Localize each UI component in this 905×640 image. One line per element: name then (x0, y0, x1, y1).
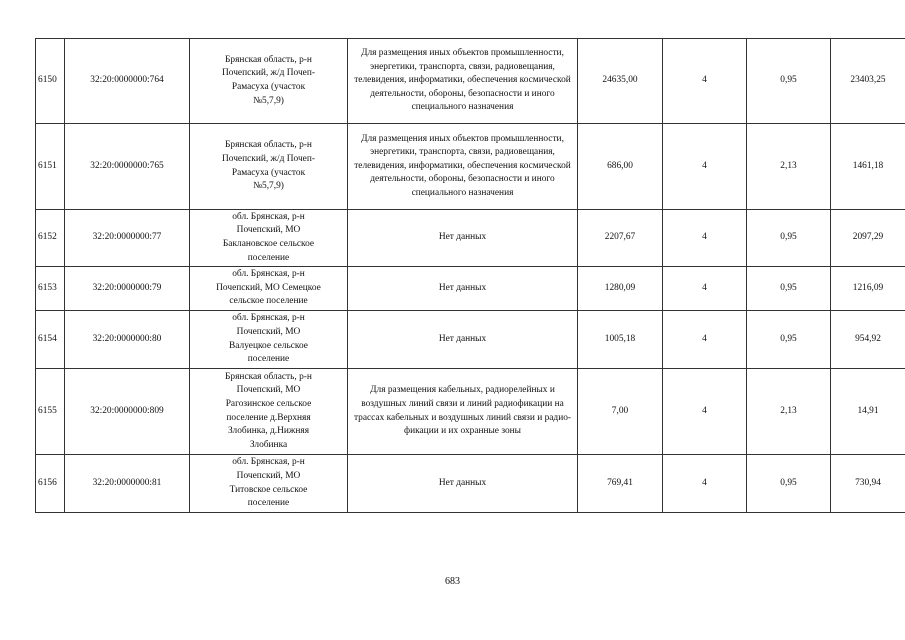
result-cell: 1216,09 (831, 267, 905, 311)
cadastral-number: 32:20:0000000:764 (65, 39, 190, 124)
row-number: 6153 (36, 267, 65, 311)
table-row (36, 267, 905, 311)
cadastral-number: 32:20:0000000:77 (65, 210, 190, 267)
cadastral-number: 32:20:0000000:765 (65, 124, 190, 210)
result-cell: 2097,29 (831, 210, 905, 267)
coefficient-cell: 0,95 (747, 210, 831, 267)
group-cell: 4 (663, 124, 747, 210)
address-cell: Брянская область, р-н Почепский, ж/д Почеп- Рамасуха (участок №5,7,9) (190, 39, 348, 124)
value-cell: 7,00 (578, 369, 663, 455)
table-row (36, 39, 905, 124)
group-cell: 4 (663, 267, 747, 311)
coefficient-cell: 0,95 (747, 267, 831, 311)
coefficient-cell: 0,95 (747, 311, 831, 369)
purpose-cell: Нет данных (348, 455, 578, 513)
table-row (36, 455, 905, 513)
value-cell: 686,00 (578, 124, 663, 210)
result-cell: 14,91 (831, 369, 905, 455)
page-number: 683 (445, 576, 460, 587)
address-cell: обл. Брянская, р-н Почепский, МО Семецкое сельское поселение (190, 267, 348, 311)
coefficient-cell: 0,95 (747, 39, 831, 124)
cadastral-number: 32:20:0000000:809 (65, 369, 190, 455)
row-number: 6156 (36, 455, 65, 513)
row-number: 6151 (36, 124, 65, 210)
group-cell: 4 (663, 455, 747, 513)
cadastral-number: 32:20:0000000:81 (65, 455, 190, 513)
value-cell: 2207,67 (578, 210, 663, 267)
purpose-cell: Нет данных (348, 267, 578, 311)
result-cell: 23403,25 (831, 39, 905, 124)
table-row (36, 311, 905, 369)
table-row (36, 210, 905, 267)
row-number: 6154 (36, 311, 65, 369)
purpose-cell: Нет данных (348, 311, 578, 369)
cadastral-number: 32:20:0000000:80 (65, 311, 190, 369)
purpose-cell: Для размещения иных объектов промышленности, энергетики, транспорта, связи, радиовещания, телевидения, информатики, обеспечения космической деятельности, обороны, безопасности и иного специального назначения (348, 124, 578, 210)
value-cell: 24635,00 (578, 39, 663, 124)
address-cell: Брянская область, р-н Почепский, ж/д Почеп- Рамасуха (участок №5,7,9) (190, 124, 348, 210)
group-cell: 4 (663, 210, 747, 267)
address-cell: Брянская область, р-н Почепский, МО Рагозинское сельское поселение д.Верхняя Злобинка, д.Нижняя Злобинка (190, 369, 348, 455)
address-cell: обл. Брянская, р-н Почепский, МО Титовское сельское поселение (190, 455, 348, 513)
value-cell: 1005,18 (578, 311, 663, 369)
purpose-cell: Для размещения кабельных, радиорелейных и воздушных линий связи и линий радиофикации на трассах кабельных и воздушных линий связи и радио-фикации и их охранные зоны (348, 369, 578, 455)
coefficient-cell: 0,95 (747, 455, 831, 513)
address-cell: обл. Брянская, р-н Почепский, МО Баклановское сельское поселение (190, 210, 348, 267)
group-cell: 4 (663, 39, 747, 124)
table-row (36, 124, 905, 210)
row-number: 6152 (36, 210, 65, 267)
value-cell: 1280,09 (578, 267, 663, 311)
row-number: 6150 (36, 39, 65, 124)
address-cell: обл. Брянская, р-н Почепский, МО Валуецкое сельское поселение (190, 311, 348, 369)
coefficient-cell: 2,13 (747, 369, 831, 455)
purpose-cell: Нет данных (348, 210, 578, 267)
purpose-cell: Для размещения иных объектов промышленности, энергетики, транспорта, связи, радиовещания, телевидения, информатики, обеспечения космической деятельности, обороны, безопасности и иного специального назначения (348, 39, 578, 124)
result-cell: 954,92 (831, 311, 905, 369)
cadastral-table (35, 38, 905, 513)
group-cell: 4 (663, 311, 747, 369)
value-cell: 769,41 (578, 455, 663, 513)
table-row (36, 369, 905, 455)
cadastral-number: 32:20:0000000:79 (65, 267, 190, 311)
coefficient-cell: 2,13 (747, 124, 831, 210)
group-cell: 4 (663, 369, 747, 455)
result-cell: 1461,18 (831, 124, 905, 210)
row-number: 6155 (36, 369, 65, 455)
result-cell: 730,94 (831, 455, 905, 513)
